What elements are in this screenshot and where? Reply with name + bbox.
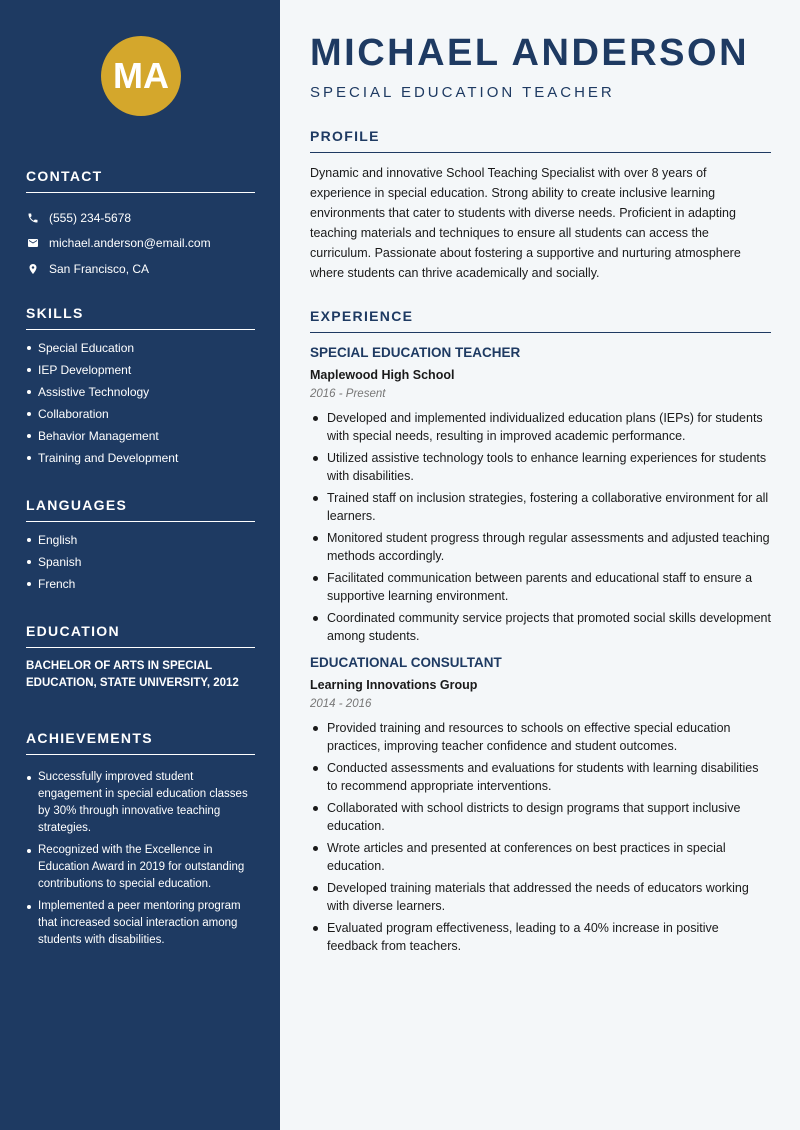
job-dates: 2014 - 2016: [310, 698, 372, 710]
language-item: French: [26, 576, 255, 598]
achievement-item: Implemented a peer mentoring program that increased social interaction among students with disabilities.: [26, 898, 255, 949]
contact-phone-text: (555) 234-5678: [49, 210, 132, 225]
achievements-heading: ACHIEVEMENTS: [26, 730, 255, 755]
candidate-role: SPECIAL EDUCATION TEACHER: [310, 84, 615, 101]
language-item: Spanish: [26, 554, 255, 576]
education-section: [26, 623, 255, 692]
contact-email: [26, 231, 255, 257]
languages-heading: LANGUAGES: [26, 497, 255, 522]
skills-heading: SKILLS: [26, 305, 255, 330]
job-bullet: Coordinated community service projects that promoted social skills development among students.: [310, 609, 771, 645]
skill-item: Behavior Management: [26, 428, 255, 450]
contact-email-text: michael.anderson@email.com: [49, 236, 211, 251]
job-bullet: Developed training materials that addressed the needs of educators working with diverse learners.: [310, 879, 771, 915]
languages-section: [26, 497, 255, 598]
achievements-list: [26, 769, 255, 949]
skill-item: IEP Development: [26, 362, 255, 384]
job-company: Learning Innovations Group: [310, 678, 478, 692]
job-title: SPECIAL EDUCATION TEACHER: [310, 345, 521, 360]
job-bullet: Wrote articles and presented at conferences on best practices in special education.: [310, 839, 771, 875]
achievement-item: Recognized with the Excellence in Education Award in 2019 for outstanding contributions to special education.: [26, 842, 255, 893]
job-bullets: [310, 409, 771, 645]
job-bullet: Conducted assessments and evaluations for students with learning disabilities to recommend appropriate interventions.: [310, 759, 771, 795]
contact-heading: CONTACT: [26, 168, 255, 193]
job-bullets: [310, 719, 771, 955]
profile-text: Dynamic and innovative School Teaching Specialist with over 8 years of experience in special education. Strong ability to create inclusive learning environments that cater to students with diverse needs. Proficient in adapting teaching materials and techniques to ensure all students can access the curriculum. Passionate about fostering a supportive and nurturing atmosphere where students can thrive academically and socially.: [310, 166, 741, 280]
job-bullet: Facilitated communication between parents and educational staff to ensure a supportive learning environment.: [310, 569, 771, 605]
skills-section: [26, 305, 255, 472]
job-bullet: Developed and implemented individualized education plans (IEPs) for students with special needs, resulting in improved academic performance.: [310, 409, 771, 445]
contact-section: [26, 168, 255, 282]
contact-phone: [26, 205, 255, 231]
job-entry: [310, 345, 771, 645]
job-bullet: Provided training and resources to schools on effective special education practices, improving teacher confidence and student outcomes.: [310, 719, 771, 755]
experience-heading: EXPERIENCE: [310, 308, 771, 333]
skill-item: Collaboration: [26, 406, 255, 428]
skill-item: Training and Development: [26, 450, 255, 472]
sidebar: [0, 0, 280, 1130]
profile-section: [310, 128, 771, 283]
candidate-name: MICHAEL ANDERSON: [310, 32, 750, 74]
phone-icon: [26, 211, 40, 225]
job-dates: 2016 - Present: [310, 388, 386, 400]
profile-heading: PROFILE: [310, 128, 771, 153]
job-bullet: Utilized assistive technology tools to enhance learning experiences for students with disabilities.: [310, 449, 771, 485]
achievements-section: [26, 730, 255, 954]
contact-location-text: San Francisco, CA: [49, 261, 150, 276]
language-item: English: [26, 532, 255, 554]
email-icon: [26, 236, 40, 250]
languages-list: [26, 532, 255, 598]
job-bullet: Trained staff on inclusion strategies, fostering a collaborative environment for all learners.: [310, 489, 771, 525]
achievement-item: Successfully improved student engagement in special education classes by 30% through innovative teaching strategies.: [26, 769, 255, 837]
skill-item: Special Education: [26, 340, 255, 362]
education-degree: BACHELOR OF ARTS IN SPECIAL EDUCATION, STATE UNIVERSITY, 2012: [26, 660, 239, 689]
job-bullet: Collaborated with school districts to design programs that support inclusive education.: [310, 799, 771, 835]
skills-list: [26, 340, 255, 472]
job-title: EDUCATIONAL CONSULTANT: [310, 655, 502, 670]
job-bullet: Evaluated program effectiveness, leading to a 40% increase in positive feedback from teachers.: [310, 919, 771, 955]
location-icon: [26, 262, 40, 276]
contact-list: [26, 205, 255, 282]
job-company: Maplewood High School: [310, 368, 455, 382]
experience-section: [310, 308, 771, 959]
skill-item: Assistive Technology: [26, 384, 255, 406]
job-bullet: Monitored student progress through regular assessments and adjusted teaching methods accordingly.: [310, 529, 771, 565]
education-heading: EDUCATION: [26, 623, 255, 648]
job-entry: [310, 655, 771, 955]
avatar-initials: MA: [101, 36, 181, 116]
main-content: [280, 0, 800, 1130]
contact-location: [26, 256, 255, 282]
